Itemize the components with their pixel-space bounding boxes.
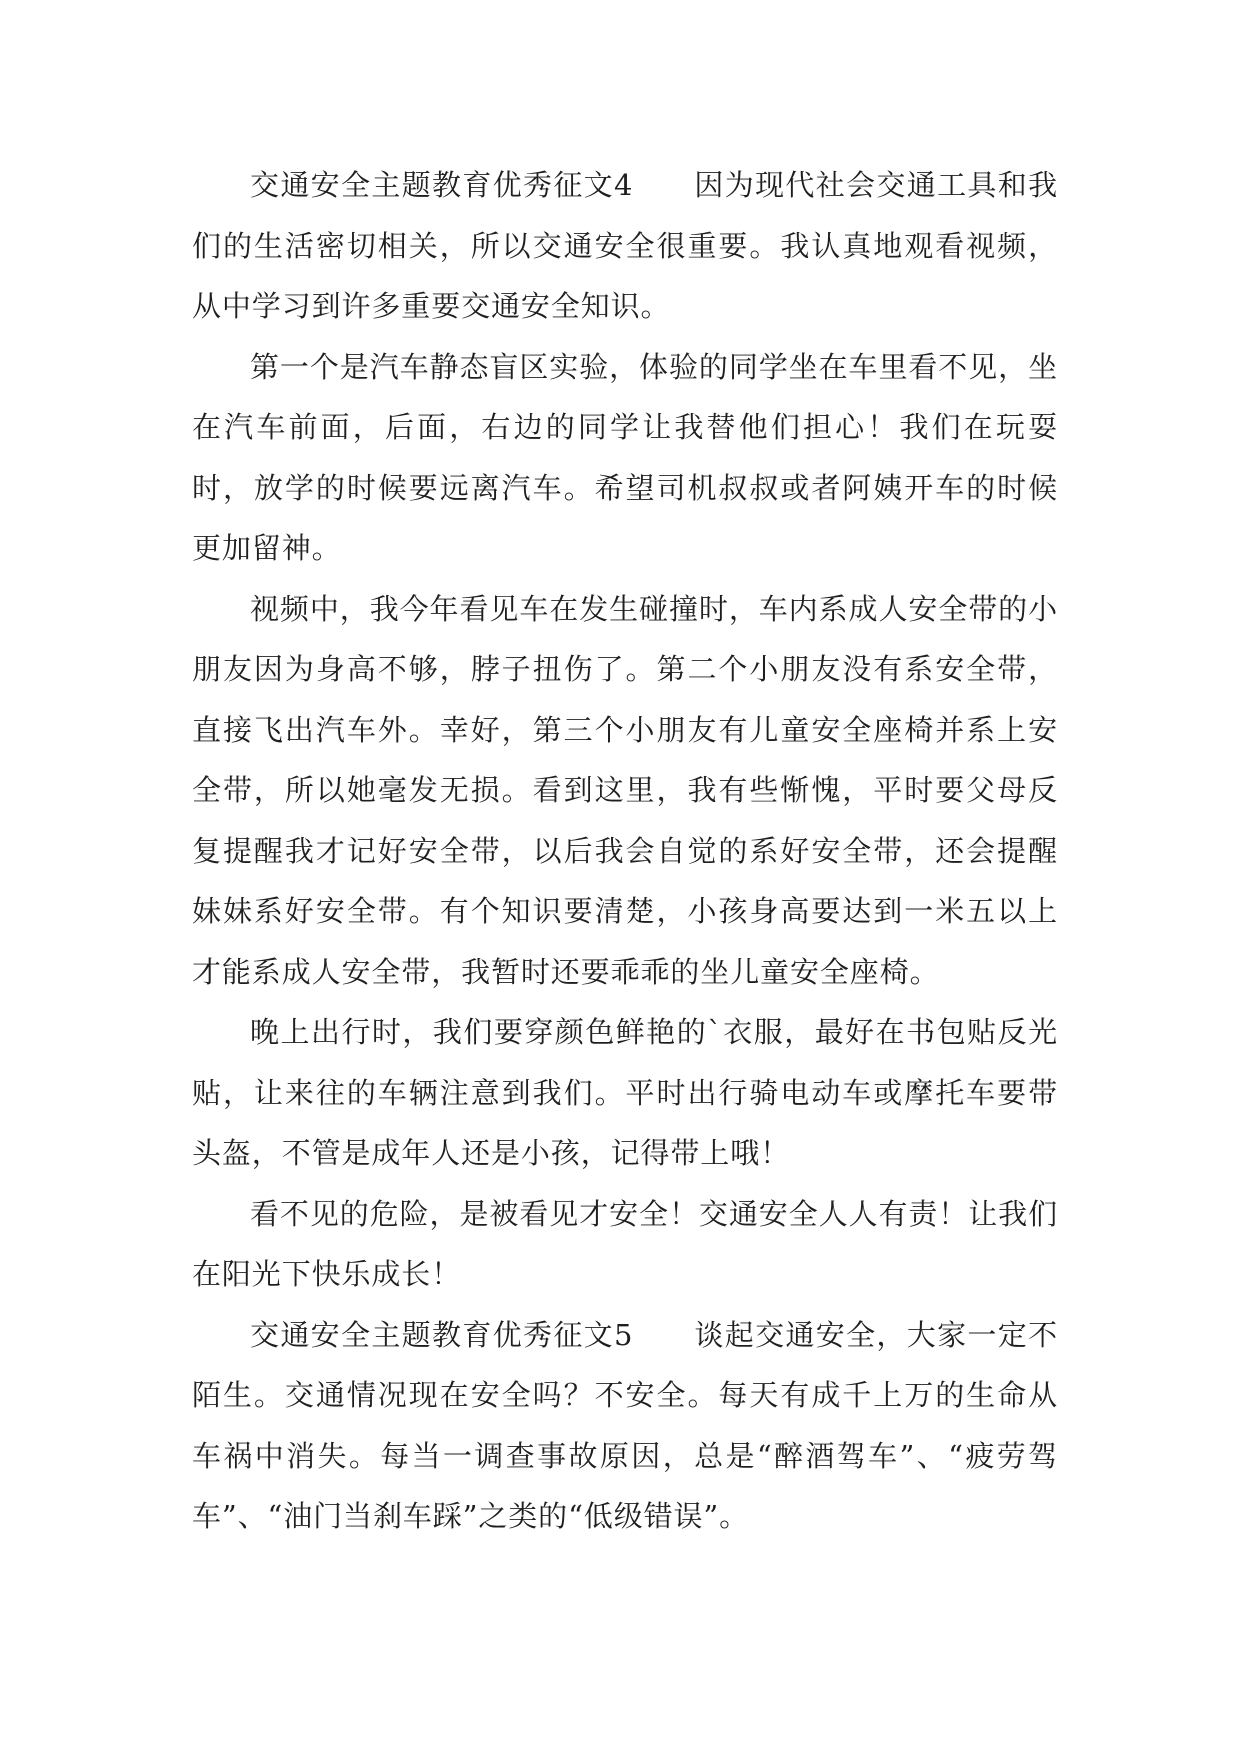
paragraph-essay-4-intro: 交通安全主题教育优秀征文4 因为现代社会交通工具和我们的生活密切相关，所以交通安全很重要。我认真地观看视频，从中学习到许多重要交通安全知识。 [192,168,1058,323]
paragraph-essay-5-intro: 交通安全主题教育优秀征文5 谈起交通安全，大家一定不陌生。交通情况现在安全吗？不安全。每天有成千上万的生命从车祸中消失。每当一调查事故原因，总是“醉酒驾车”、“疲劳驾车”、“油门当刹车踩”之类的“低级错误”。 [192,1317,1058,1533]
paragraph-conclusion: 看不见的危险，是被看见才安全！交通安全人人有责！让我们在阳光下快乐成长！ [192,1196,1058,1291]
paragraph-seatbelt: 视频中，我今年看见车在发生碰撞时，车内系成人安全带的小朋友因为身高不够，脖子扭伤了。第二个小朋友没有系安全带，直接飞出汽车外。幸好，第三个小朋友有儿童安全座椅并系上安全带，所以她毫发无损。看到这里，我有些惭愧，平时要父母反复提醒我才记好安全带，以后我会自觉的系好安全带，还会提醒妹妹系好安全带。有个知识要清楚，小孩身高要达到一米五以上才能系成人安全带，我暂时还要乖乖的坐儿童安全座椅。 [192,591,1058,989]
document-body [192,155,1058,1547]
paragraph-night-travel: 晚上出行时，我们要穿颜色鲜艳的`衣服，最好在书包贴反光贴，让来往的车辆注意到我们。平时出行骑电动车或摩托车要带头盔，不管是成年人还是小孩，记得带上哦！ [192,1015,1058,1170]
paragraph-blind-spot: 第一个是汽车静态盲区实验，体验的同学坐在车里看不见，坐在汽车前面，后面，右边的同学让我替他们担心！我们在玩耍时，放学的时候要远离汽车。希望司机叔叔或者阿姨开车的时候更加留神。 [192,349,1058,565]
